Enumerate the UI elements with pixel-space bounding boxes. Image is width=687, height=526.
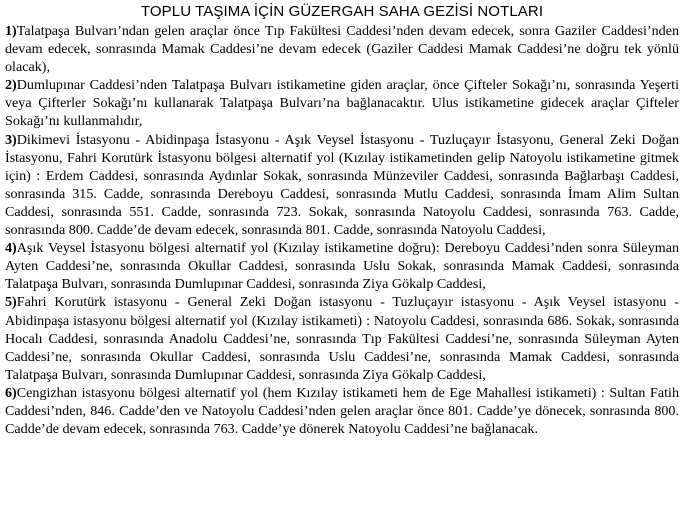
note-item-2	[5, 76, 679, 130]
note-text: Talatpaşa Bulvarı’ndan gelen araçlar önce Tıp Fakültesi Caddesi’nden devam edecek, sonra Gaziler Caddesi’nden devam edecek, sonrasında Mamak Caddesi’ne devam edecek (Gaziler Caddesi Mamak Caddesi’ne doğru tek yönlü olacak),	[5, 23, 679, 76]
note-text: Fahri Korutürk istasyonu - General Zeki Doğan istasyonu - Tuzluçayır istasyonu - Aşık Veysel istasyonu - Abidinpaşa istasyonu bölgesi alternatif yol (Kızılay istikameti) : Natoyolu Caddesi, sonrasında 686. Sokak, sonrasında Hocalı Caddesi, sonrasında Anadolu Caddesi’ne, sonrasında Tıp Fakültesi Caddesi’ne, sonrasında Süleyman Ayten Caddesi’ne, sonrasında Okullar Caddesi, sonrasında Uslu Caddesi’ne, sonrasında Mamak Caddesi, sonrasında Talatpaşa Bulvarı, sonrasında Dumlupınar Caddesi, sonrasında Ziya Gökalp Caddesi,	[5, 294, 679, 383]
note-item-1	[5, 22, 679, 76]
note-number: 3)	[5, 131, 17, 148]
note-text: Aşık Veysel İstasyonu bölgesi alternatif yol (Kızılay istikametine doğru): Dereboyu Caddesi’nden sonra Süleyman Ayten Caddesi’ne, sonrasında Okullar Caddesi, sonrasında Uslu Sokak, sonrasında Mamak Caddesi, sonrasında Talatpaşa Bulvarı, sonrasında Dumlupınar Caddesi, sonrasında Ziya Gökalp Caddesi,	[5, 240, 679, 293]
note-text: Dumlupınar Caddesi’nden Talatpaşa Bulvarı istikametine giden araçlar, önce Çifteler Sokağı’nı, sonrasında Yeşerti veya Çifterler Sokağı’nı kullanarak Talatpaşa Bulvarı’na bağlanacaktır. Ulus istikametine gidecek araçlar Çifteler Sokağı’nı kullanmalıdır,	[5, 77, 679, 130]
note-number: 1)	[5, 23, 17, 39]
note-number: 6)	[5, 384, 17, 401]
note-number: 5)	[5, 294, 17, 311]
note-number: 2)	[5, 77, 17, 94]
note-item-5	[5, 293, 679, 383]
note-item-4	[5, 239, 679, 293]
document-title: TOPLU TAŞIMA İÇİN GÜZERGAH SAHA GEZİSİ NOTLARI	[140, 3, 544, 20]
note-text: Dikimevi İstasyonu - Abidinpaşa İstasyonu - Aşık Veysel İstasyonu - Tuzluçayır İstasyonu, General Zeki Doğan İstasyonu, Fahri Korutürk İstasyonu bölgesi alternatif yol (Kızılay istikametinden gelip Natoyolu istikametine gitmek için) : Erdem Caddesi, sonrasında Aydınlar Sokak, sonrasında Münzeviler Caddesi, sonrasında Bağlarbaşı Caddesi, sonrasında 315. Cadde, sonrasında Dereboyu Caddesi, sonrasında Mutlu Caddesi, sonrasında İmam Alim Sultan Caddesi, sonrasında 551. Cadde, sonrasında 723. Sokak, sonrasında Natoyolu Caddesi, sonrasında 763. Cadde, sonrasında 800. Cadde’de devam edecek, sonrasında 801. Cadde, sonrasında Natoyolu Caddesi,	[5, 131, 679, 239]
note-item-3	[5, 131, 679, 240]
document-page	[5, 3, 679, 438]
note-number: 4)	[5, 240, 17, 257]
note-text: Cengizhan istasyonu bölgesi alternatif yol (hem Kızılay istikameti hem de Ege Mahallesi istikameti) : Sultan Fatih Caddesi’nden, 846. Cadde’den ve Natoyolu Caddesi’nden gelen araçlar önce 801. Cadde’ye dönecek, sonrasında 800. Cadde’de devam edecek, sonrasında 763. Cadde’ye dönerek Natoyolu Caddesi’ne bağlanacak.	[5, 384, 679, 438]
note-item-6	[5, 384, 679, 438]
